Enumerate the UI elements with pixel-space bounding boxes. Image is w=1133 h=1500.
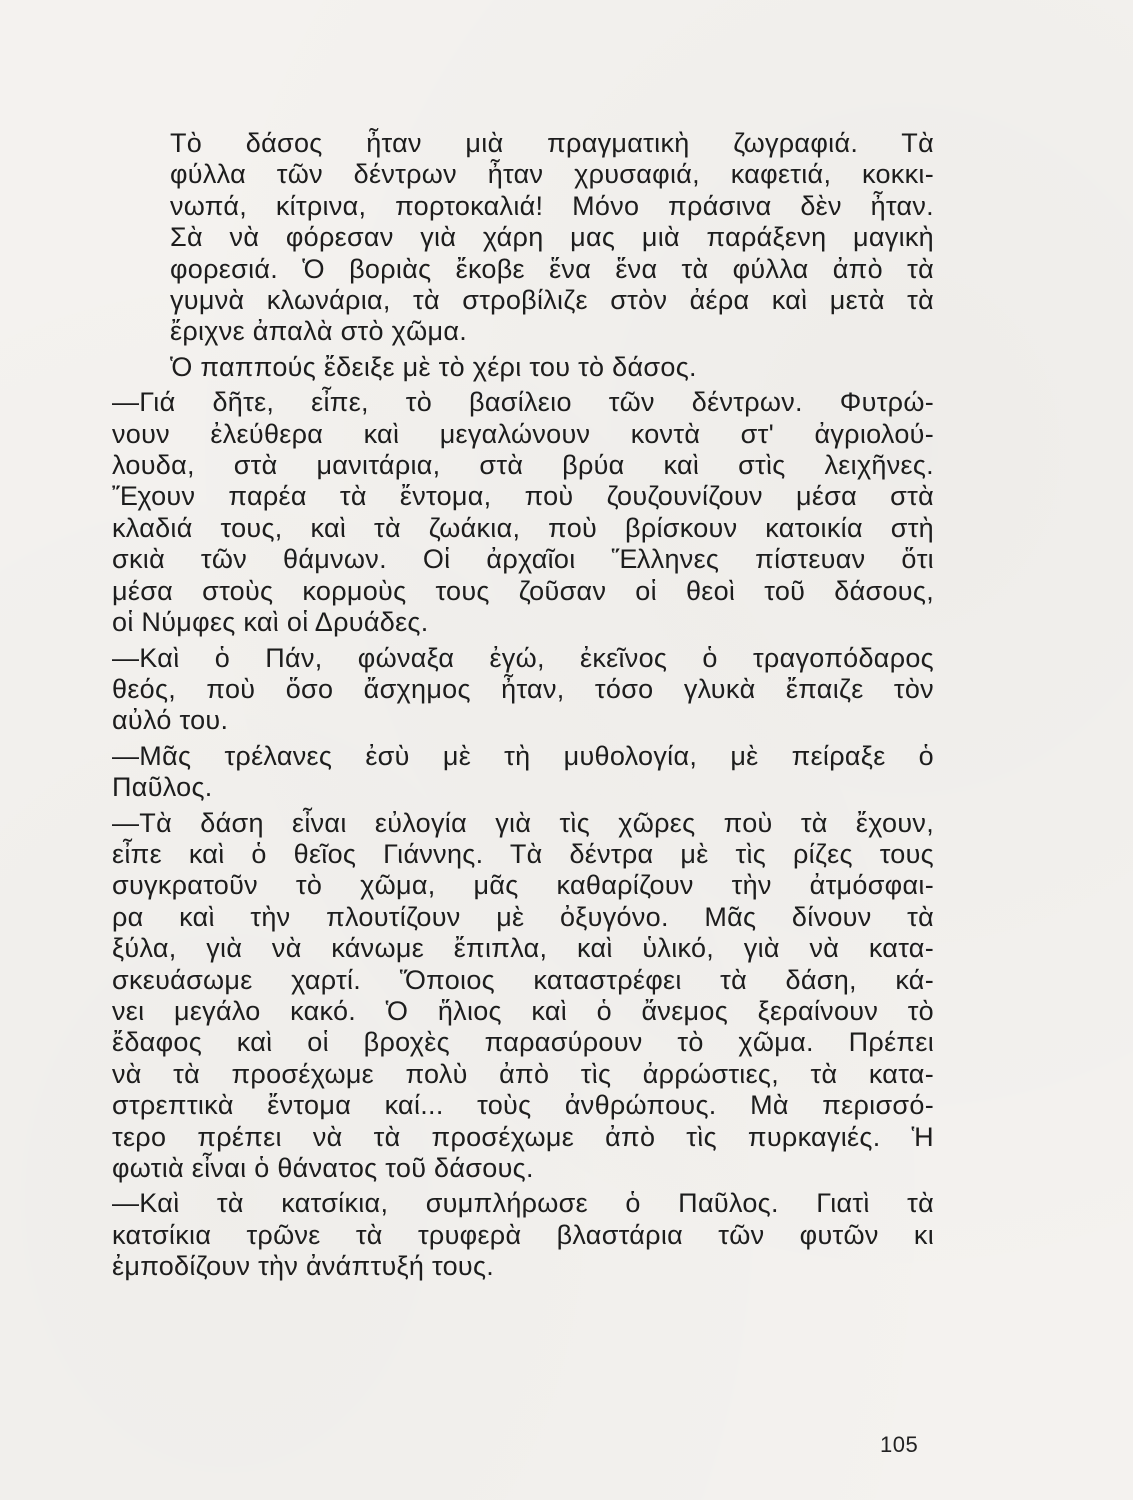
text-line: νουν ἐλεύθερα καὶ μεγαλώνουν κοντὰ στ' ἀγριολού- <box>112 418 934 449</box>
text-line: —Γιά δῆτε, εἶπε, τὸ βασίλειο τῶν δέντρων. Φυτρώ- <box>112 387 934 418</box>
text-line: συγκρατοῦν τὸ χῶμα, μᾶς καθαρίζουν τὴν ἀτμόσφαι- <box>112 870 934 901</box>
paragraph <box>112 387 934 638</box>
paragraph <box>112 352 934 383</box>
text-line: —Τὰ δάση εἶναι εὐλογία γιὰ τὶς χῶρες ποὺ τὰ ἔχουν, <box>112 807 934 838</box>
text-line: ξύλα, γιὰ νὰ κάνωμε ἔπιπλα, καὶ ὑλικό, γιὰ νὰ κατα- <box>112 933 934 964</box>
text-line: Ἔχουν παρέα τὰ ἔντομα, ποὺ ζουζουνίζουν μέσα στὰ <box>112 481 934 512</box>
text-line: τερο πρέπει νὰ τὰ προσέχωμε ἀπὸ τὶς πυρκαγιές. Ἡ <box>112 1121 934 1152</box>
text-line: —Μᾶς τρέλανες ἐσὺ μὲ τὴ μυθολογία, μὲ πείραξε ὁ <box>112 740 934 771</box>
paragraph <box>112 808 934 1185</box>
text-line: λουδα, στὰ μανιτάρια, στὰ βρύα καὶ στὶς λειχῆνες. <box>112 450 934 481</box>
text-line: θεός, ποὺ ὅσο ἄσχημος ἦταν, τόσο γλυκὰ ἔπαιζε τὸν <box>112 673 934 704</box>
text-line: εἶπε καὶ ὁ θεῖος Γιάννης. Τὰ δέντρα μὲ τὶς ρίζες τους <box>112 838 934 869</box>
body-text <box>112 128 934 1287</box>
text-line: φορεσιά. Ὁ βοριὰς ἔκοβε ἕνα ἕνα τὰ φύλλα ἀπὸ τὰ <box>170 253 934 284</box>
text-line: ἔριχνε ἀπαλὰ στὸ χῶμα. <box>170 316 468 347</box>
page-number: 105 <box>880 1432 919 1457</box>
text-line: οἱ Νύμφες καὶ οἱ Δρυάδες. <box>112 607 429 638</box>
text-line: Τὸ δάσος ἦταν μιὰ πραγματικὴ ζωγραφιά. Τὰ <box>170 128 934 158</box>
text-line: ρα καὶ τὴν πλουτίζουν μὲ ὀξυγόνο. Μᾶς δίνουν τὰ <box>112 901 934 932</box>
text-line: νωπά, κίτρινα, πορτοκαλιά! Μόνο πράσινα δὲν ἦταν. <box>170 190 934 221</box>
text-line: αὐλό του. <box>112 705 229 736</box>
text-line: Σὰ νὰ φόρεσαν γιὰ χάρη μας μιὰ παράξενη μαγικὴ <box>170 222 934 253</box>
text-line: φύλλα τῶν δέντρων ἦταν χρυσαφιά, καφετιά, κοκκι- <box>170 159 934 190</box>
text-line: ἔδαφος καὶ οἱ βροχὲς παρασύρουν τὸ χῶμα. Πρέπει <box>112 1027 934 1058</box>
text-line: σκευάσωμε χαρτί. Ὅποιος καταστρέφει τὰ δάση, κά- <box>112 964 934 995</box>
text-line: γυμνὰ κλωνάρια, τὰ στροβίλιζε στὸν ἀέρα καὶ μετὰ τὰ <box>170 285 934 316</box>
paragraph <box>112 643 934 737</box>
text-line: στρεπτικὰ ἔντομα καί... τοὺς ἀνθρώπους. Μὰ περισσό- <box>112 1090 934 1121</box>
text-line: ἐμποδίζουν τὴν ἀνάπτυξή τους. <box>112 1251 495 1282</box>
paragraph <box>112 128 934 348</box>
paragraph <box>112 741 934 804</box>
paragraph <box>112 1188 934 1282</box>
text-line: φωτιὰ εἶναι ὁ θάνατος τοῦ δάσους. <box>112 1153 534 1183</box>
text-line: —Καὶ ὁ Πάν, φώναξα ἐγώ, ἐκεῖνος ὁ τραγοπόδαρος <box>112 642 934 673</box>
text-line: Ὁ παππούς ἔδειξε μὲ τὸ χέρι του τὸ δάσος. <box>170 351 697 382</box>
text-line: —Καὶ τὰ κατσίκια, συμπλήρωσε ὁ Παῦλος. Γιατὶ τὰ <box>112 1188 934 1219</box>
text-line: μέσα στοὺς κορμοὺς τους ζοῦσαν οἱ θεοὶ τοῦ δάσους, <box>112 575 934 606</box>
text-line: νει μεγάλο κακό. Ὁ ἥλιος καὶ ὁ ἄνεμος ξεραίνουν τὸ <box>112 995 934 1026</box>
text-line: νὰ τὰ προσέχωμε πολὺ ἀπὸ τὶς ἀρρώστιες, τὰ κατα- <box>112 1058 934 1089</box>
text-line: κατσίκια τρῶνε τὰ τρυφερὰ βλαστάρια τῶν φυτῶν κι <box>112 1219 934 1250</box>
text-line: σκιὰ τῶν θάμνων. Οἱ ἀρχαῖοι Ἕλληνες πίστευαν ὅτι <box>112 544 934 575</box>
text-line: Παῦλος. <box>112 772 213 803</box>
text-line: κλαδιά τους, καὶ τὰ ζωάκια, ποὺ βρίσκουν κατοικία στὴ <box>112 512 934 543</box>
